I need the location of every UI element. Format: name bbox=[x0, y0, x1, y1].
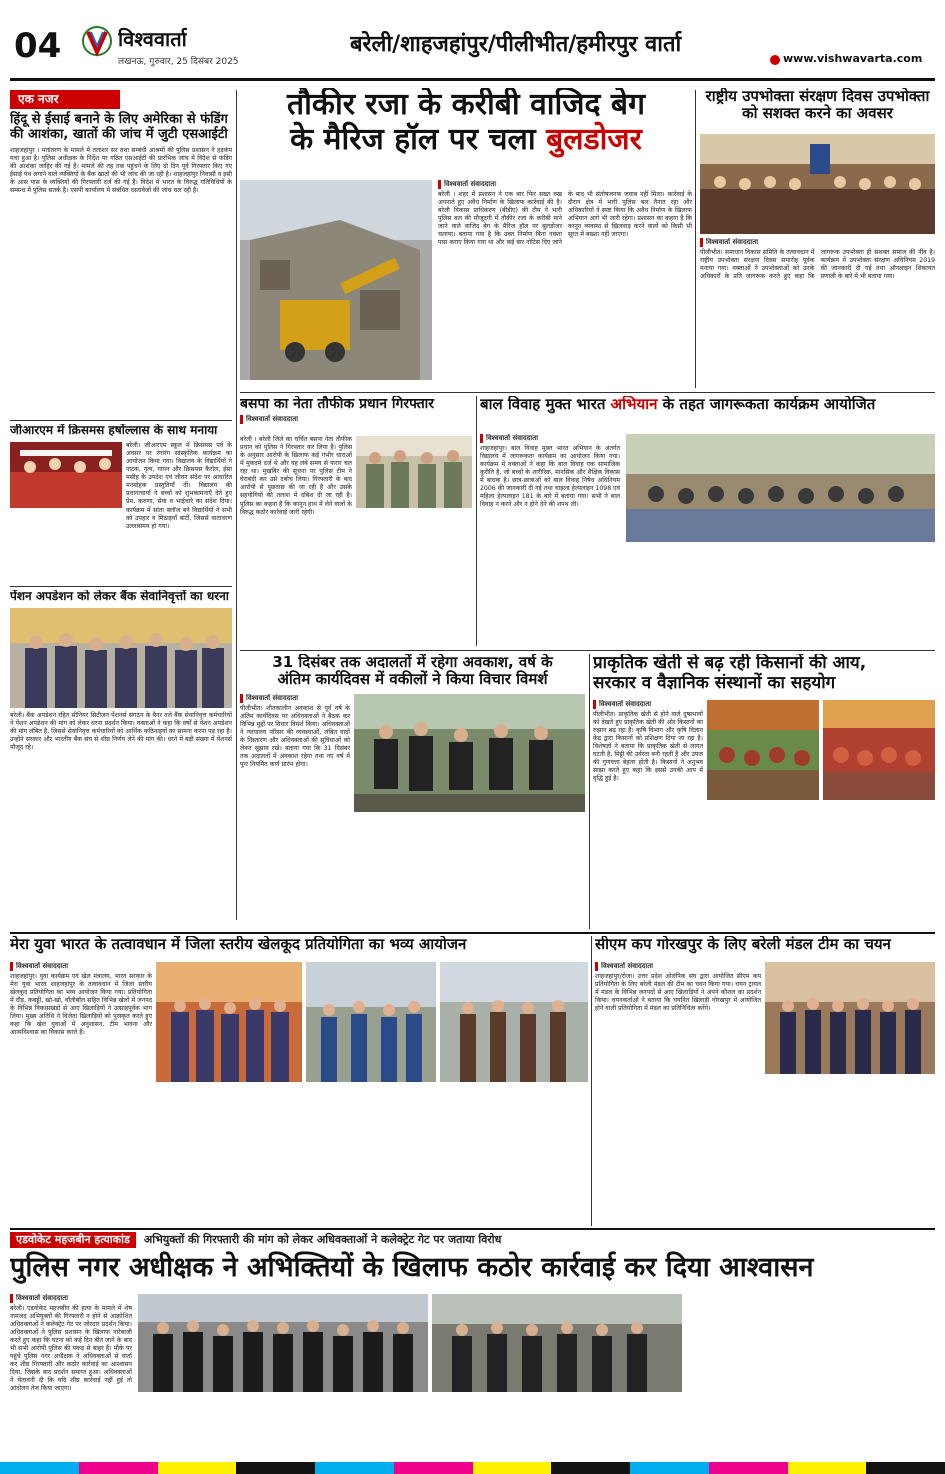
protest-subhead: अभियुक्तों की गिरफ्तारी की मांग को लेकर अधिवक्ताओं ने कलेक्ट्रेट गेट पर जताया विरोध bbox=[143, 1233, 502, 1246]
child-marriage-headline-b: अभियान bbox=[610, 396, 658, 413]
lead-headline-1: तौकीर रजा के करीबी वाजिद बेग bbox=[287, 88, 645, 122]
ek-nazar-box bbox=[10, 90, 232, 420]
protest-headline: पुलिस नगर अधीक्षक ने अभिक्तियों के खिलाफ कठोर कार्रवाई कर दिया आश्वासन bbox=[10, 1251, 814, 1283]
pension-body: बरेली। बैंक अपडेशन रहित सीनियर सिटीजन पेंशनर्स संगठन के बैनर तले बैंक सेवानिवृत्त कर्मचारियों ने पेंशन अपडेशन की मांग को लेकर धरना प्रदर्शन किया। वक्ताओं ने कहा कि वर्षों से पेंशन अपडेशन की मांग लंबित है, जिससे सेवानिवृत्त कर्मचारियों को आर्थिक कठिनाइयों का सामना करना पड़ रहा है। उन्होंने सरकार और भारतीय बैंक संघ से शीघ्र निर्णय लेने की मांग की। धरने में बड़ी संख्या में पेंशनर्स मौजूद रहे। bbox=[10, 712, 232, 752]
sports-photo-3 bbox=[440, 962, 588, 1082]
child-marriage-byline: विश्ववार्ता संवाददाता bbox=[480, 434, 620, 443]
logo-icon bbox=[82, 24, 112, 58]
lead-headline-2b: बुलडोजर bbox=[546, 121, 642, 157]
consumer-headline: राष्ट्रीय उपभोक्ता संरक्षण दिवस उपभोक्ता को सशक्त करने का अवसर bbox=[705, 88, 930, 123]
cm-cup-headline: सीएम कप गोरखपुर के लिए बरेली मंडल टीम का चयन bbox=[595, 936, 891, 953]
child-marriage-story bbox=[480, 396, 935, 646]
christmas-story bbox=[10, 424, 232, 584]
farming-headline-2: सरकार व वैज्ञानिक संस्थानों का सहयोग bbox=[593, 672, 836, 693]
court-photo bbox=[354, 694, 585, 812]
cm-cup-body: शाहजहांपुर/रोजा। उत्तर प्रदेश ओलंपिक संघ द्वारा आयोजित सीएम कप प्रतियोगिता के लिए बरेली मंडल की टीम का चयन किया गया। चयन ट्रायल में मंडल के विभिन्न जनपदों से आए खिलाड़ियों ने अपने कौशल का प्रदर्शन किया। चयनकर्ताओं ने बताया कि चयनित खिलाड़ी गोरखपुर में आयोजित होने वाली प्रतियोगिता में मंडल का प्रतिनिधित्व करेंगे। bbox=[595, 972, 761, 1012]
page-number: 04 bbox=[14, 26, 62, 66]
sports-photo-2 bbox=[306, 962, 436, 1082]
lead-headline-2a: के मैरिज हॉल पर चला bbox=[290, 121, 536, 157]
color-registration-bar bbox=[0, 1462, 945, 1474]
bsp-photo bbox=[356, 436, 472, 508]
consumer-photo bbox=[700, 134, 935, 234]
consumer-body: पीलीभीत। समाधान विकास समिति के तत्वावधान में राष्ट्रीय उपभोक्ता संरक्षण दिवस समारोह पूर्वक मनाया गया। वक्ताओं ने उपभोक्ताओं को उनके अधिकारों के प्रति जागरूक करते हुए कहा कि जागरूक उपभोक्ता ही सशक्त समाज की नींव है। कार्यक्रम में उपभोक्ता संरक्षण अधिनियम 2019 की जानकारी दी गई तथा ऑनलाइन शिकायत प्रणाली के बारे में भी बताया गया। bbox=[700, 248, 935, 280]
child-marriage-headline-c: के तहत जागरूकता कार्यक्रम आयोजित bbox=[662, 396, 876, 413]
lead-photo bbox=[240, 180, 432, 380]
web-icon bbox=[770, 55, 780, 65]
christmas-body: बरेली। जीआरएम स्कूल में क्रिसमस पर्व के अवसर पर रंगारंग सांस्कृतिक कार्यक्रम का आयोजन किया गया। विद्यालय के विद्यार्थियों ने नाटक, नृत्य, गायन और क्रिसमस कैरोल, ईसा मसीह के उपदेश एवं जीवन संदेश पर आधारित मनमोहक प्रस्तुतियाँ दीं। विद्यालय की प्रधानाचार्या ने बच्चों को शुभकामनाएँ देते हुए प्रेम, करुणा, सेवा व भाईचारे का संदेश दिया। कार्यक्रम में सांता क्लॉज बने विद्यार्थियों ने सभी को उपहार व मिठाइयाँ बांटीं, जिससे वातावरण उल्लासमय हो गया। bbox=[126, 442, 232, 530]
ek-nazar-body: शाहजहांपुर । मतांतरण के मामले में तलाशर सर तथा सम्बंधी आश्रमों की पुलिस प्रशासन ने हड़कंप मचा हुआ है। पुलिस अधीक्षक के निर्देश पर गठित एसआईटी की प्रारंभिक जांच में विदेश से फंडिंग की आशंका जाहिर की गई है। मामले की तह तक पहुंचने के लिए दो दिन पूर्व गिरफ्तार किए गए ईसाई पंथ लगाने वाले व्यक्तियों के बैंक खातों की भी जांच की जा रही है। शाहजहांपुर निवासी व इसी के आस पास के व्यक्तियों की गिरफ्तारी दर्ज की गई है। विदेश में भारत के विरुद्ध गतिविधियों के सम्बन्ध में पुलिस सतर्क है। एसपी कार्यालय में संबंधित दस्तावेजों की जांच चल रही है। bbox=[10, 146, 232, 195]
website-link[interactable]: www.vishwavarta.com bbox=[783, 52, 923, 65]
dateline: लखनऊ, गुरुवार, 25 दिसंबर 2025 bbox=[118, 57, 239, 67]
bsp-byline: विश्ववार्ता संवाददाता bbox=[240, 415, 472, 424]
cm-cup-photo bbox=[765, 962, 935, 1074]
protest-kicker: एडवोकेट महजबीन हत्याकांड bbox=[10, 1232, 136, 1248]
court-byline: विश्ववार्ता संवाददाता bbox=[240, 694, 350, 703]
cm-cup-byline: विश्ववार्ता संवाददाता bbox=[595, 962, 761, 971]
farming-byline: विश्ववार्ता संवाददाता bbox=[593, 700, 703, 709]
court-body: पीलीभीत। शीतकालीन अवकाश से पूर्व वर्ष के अंतिम कार्यदिवस पर अधिवक्ताओं ने बैठक कर विभिन्न मुद्दों पर विचार विमर्श किया। अधिवक्ताओं ने न्यायालय परिसर की व्यवस्थाओं, लंबित वादों के निस्तारण और अधिवक्ताओं की सुविधाओं को लेकर सुझाव रखे। बताया गया कि 31 दिसंबर तक अदालतों में अवकाश रहेगा तथा नए वर्ष में पुनः नियमित कार्य प्रारंभ होगा। bbox=[240, 704, 350, 769]
ek-nazar-label: एक नजर bbox=[10, 90, 120, 109]
farming-photo-2 bbox=[823, 700, 935, 800]
farming-body: पीलीभीत। प्राकृतिक खेती से होने वाले दुष्प्रभावों को देखते हुए प्राकृतिक खेती की ओर किसानों का रुझान बढ़ रहा है। कृषि विभाग और कृषि विज्ञान केंद्र द्वारा किसानों को प्रशिक्षण दिया जा रहा है। विशेषज्ञों ने बताया कि प्राकृतिक खेती से लागत घटती है, मिट्टी की उर्वरता बनी रहती है और उपज की गुणवत्ता बेहतर होती है। किसानों ने अनुभव साझा करते हुए कहा कि इससे उनकी आय में वृद्धि हुई है। bbox=[593, 710, 703, 783]
pension-story bbox=[10, 590, 232, 920]
protest-byline: विश्ववार्ता संवाददाता bbox=[10, 1294, 132, 1303]
section-title: बरेली/शाहजहांपुर/पीलीभीत/हमीरपुर वार्ता bbox=[350, 31, 682, 57]
protest-photo-2 bbox=[432, 1294, 682, 1392]
bsp-body: बरेली । बरेली जिले का चर्चित बसपा नेता तौफीक प्रधान को पुलिस ने गिरफ्तार कर लिया है। पुलिस के अनुसार आरोपी के खिलाफ कई गंभीर धाराओं में मुकदमे दर्ज थे और वह लंबे समय से फरार चल रहा था। मुखबिर की सूचना पर पुलिस टीम ने घेराबंदी कर उसे दबोच लिया। गिरफ्तारी के बाद आरोपी से पूछताछ की जा रही है और उसके सहयोगियों की तलाश में दबिश दी जा रही है। पुलिस का कहना है कि कानून हाथ में लेने वालों के विरुद्ध कठोर कार्रवाई जारी रहेगी। bbox=[240, 436, 352, 516]
court-headline-2: अंतिम कार्यदिवस में वकीलों ने किया विचार विमर्श bbox=[277, 670, 548, 689]
child-marriage-headline-a: बाल विवाह मुक्त भारत bbox=[480, 396, 606, 413]
lead-byline: विश्ववार्ता संवाददाता bbox=[438, 180, 692, 189]
court-story bbox=[240, 654, 585, 929]
protest-body: बरेली। एडवोकेट महजबीन की हत्या के मामले में शेष नामजद अभियुक्तों की गिरफ्तारी न होने से आक्रोशित अधिवक्ताओं ने कलेक्ट्रेट गेट पर जोरदार प्रदर्शन किया। अधिवक्ताओं ने पुलिस प्रशासन के खिलाफ नारेबाजी करते हुए कहा कि घटना को कई दिन बीत जाने के बाद भी सभी आरोपी पुलिस की पकड़ से बाहर हैं। मौके पर पहुंचे पुलिस नगर अधीक्षक ने अधिवक्ताओं से वार्ता कर शीघ्र गिरफ्तारी और कठोर कार्रवाई का आश्वासन दिया, जिसके बाद प्रदर्शन समाप्त हुआ। अधिवक्ताओं ने चेतावनी दी कि यदि शीघ्र कार्रवाई नहीं हुई तो आंदोलन तेज किया जाएगा। bbox=[10, 1304, 132, 1393]
cm-cup-story bbox=[595, 936, 935, 1226]
protest-photo-1 bbox=[138, 1294, 428, 1392]
sports-byline: विश्ववार्ता संवाददाता bbox=[10, 962, 152, 971]
sports-photo-1 bbox=[156, 962, 302, 1082]
farming-story bbox=[593, 654, 935, 929]
consumer-byline: विश्ववार्ता संवाददाता bbox=[700, 238, 935, 247]
masthead bbox=[0, 0, 945, 82]
sports-body: शाहजहांपुर। युवा कार्यक्रम एवं खेल मंत्रालय, भारत सरकार के मेरा युवा भारत शाहजहांपुर के तत्वावधान में जिला स्तरीय खेलकूद प्रतियोगिता का भव्य आयोजन किया गया। प्रतियोगिता में दौड़, कबड्डी, खो-खो, वॉलीबॉल सहित विभिन्न खेलों में जनपद के विभिन्न विकासखंडों से आए खिलाड़ियों ने उत्साहपूर्वक भाग लिया। मुख्य अतिथि ने विजेता खिलाड़ियों को पुरस्कृत करते हुए कहा कि खेल युवाओं में अनुशासन, टीम भावना और आत्मविश्वास का विकास करते हैं। bbox=[10, 972, 152, 1037]
ek-nazar-headline: हिंदू से ईसाई बनाने के लिए अमेरिका से फंडिंग की आशंका, खातों की जांच में जुटी एसआईटी bbox=[10, 112, 228, 142]
pension-photo bbox=[10, 608, 232, 708]
lead-story bbox=[240, 88, 692, 388]
farming-photo-1 bbox=[707, 700, 819, 800]
bsp-headline: बसपा का नेता तौफीक प्रधान गिरफ्तार bbox=[240, 396, 435, 412]
sports-headline: मेरा युवा भारत के तत्वावधान में जिला स्तरीय खेलकूद प्रतियोगिता का भव्य आयोजन bbox=[10, 936, 467, 953]
lead-body: बरेली । शहर में प्रशासन ने एक बार फिर सख्त रुख अपनाते हुए अवैध निर्माण के खिलाफ कार्रवाई की है। बरेली विकास प्राधिकरण (बीडीए) की टीम ने भारी पुलिस बल की मौजूदगी में तौकीर रजा के करीबी माने जाने वाले वाजिद बेग के मैरिज हॉल पर बुलडोजर चलाया। बताया गया है कि उक्त निर्माण बिना नक्शा पास कराए किया गया था और कई बार नोटिस दिए जाने के बाद भी संतोषजनक जवाब नहीं मिला। कार्रवाई के दौरान क्षेत्र में भारी पुलिस बल तैनात रहा और अधिकारियों ने स्पष्ट किया कि अवैध निर्माण के खिलाफ अभियान आगे भी जारी रहेगा। प्रशासन का कहना है कि कानून व्यवस्था से खिलवाड़ करने वालों को किसी भी सूरत में बख्शा नहीं जाएगा। bbox=[438, 190, 692, 247]
protest-story bbox=[10, 1232, 935, 1462]
court-headline-1: 31 दिसंबर तक अदालतों में रहेगा अवकाश, वर्ष के bbox=[272, 654, 553, 671]
christmas-headline: जीआरएम में क्रिसमस हर्षोल्लास के साथ मनाया bbox=[10, 424, 218, 437]
child-marriage-photo bbox=[626, 434, 935, 542]
pension-headline: पेंशन अपडेशन को लेकर बैंक सेवानिवृत्तों का धरना bbox=[10, 590, 229, 603]
paper-name: विश्ववार्ता bbox=[118, 27, 187, 51]
bsp-story bbox=[240, 396, 472, 646]
child-marriage-body: शाहजहांपुर। बाल विवाह मुक्त भारत अभियान के अंतर्गत विद्यालय में जागरूकता कार्यक्रम का आयोजन किया गया। कार्यक्रम में वक्ताओं ने कहा कि बाल विवाह एक सामाजिक कुरीति है, जो बच्चों के शारीरिक, मानसिक और शैक्षिक विकास में बाधक है। छात्र-छात्राओं को बाल विवाह निषेध अधिनियम 2006 की जानकारी दी गई तथा चाइल्ड हेल्पलाइन 1098 एवं महिला हेल्पलाइन 181 के बारे में बताया गया। सभी ने बाल विवाह न करने और न होने देने की शपथ ली। bbox=[480, 444, 620, 509]
sports-story bbox=[10, 936, 588, 1226]
farming-headline-1: प्राकृतिक खेती से बढ़ रही किसानों की आय, bbox=[593, 654, 867, 673]
consumer-story bbox=[700, 88, 935, 388]
